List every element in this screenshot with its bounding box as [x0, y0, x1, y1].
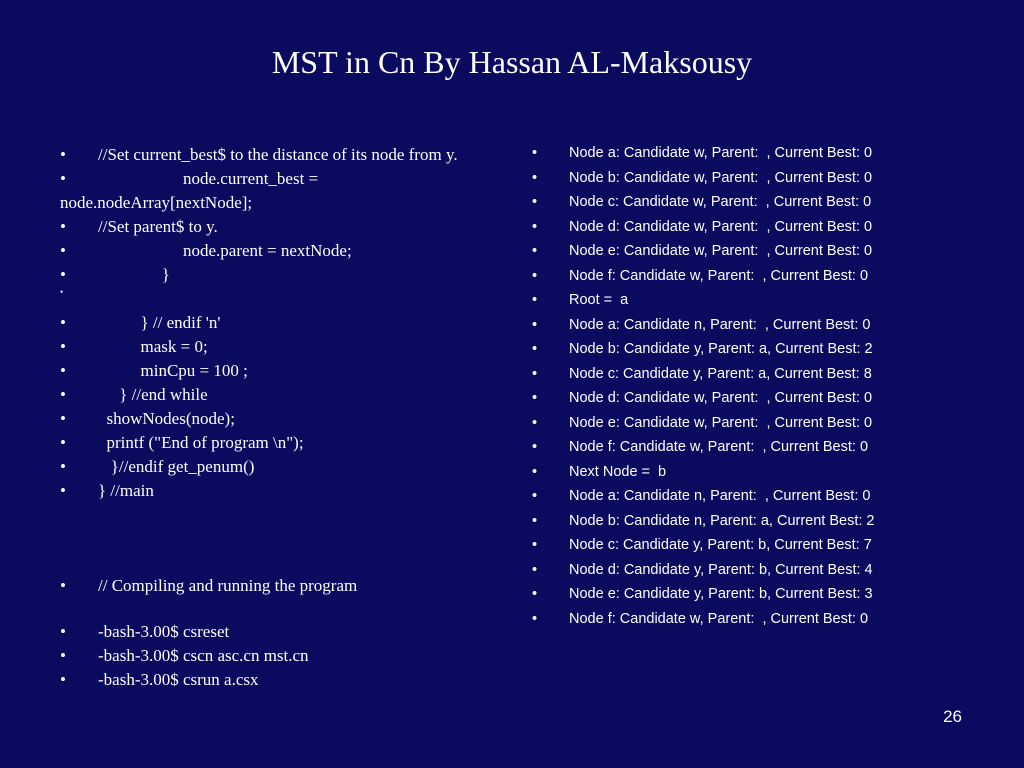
code-line-text: node.parent = nextNode;: [98, 241, 352, 260]
output-line: [530, 435, 1000, 460]
shell-command-text: -bash-3.00$ cscn asc.cn mst.cn: [98, 646, 309, 665]
output-line: [530, 288, 1000, 313]
page-number: 26: [943, 707, 962, 726]
code-line: [60, 479, 470, 503]
output-line-text: Node c: Candidate w, Parent: , Current Best: 0: [569, 194, 872, 210]
small-bullet-dot: [60, 287, 470, 311]
output-line-text: Node a: Candidate n, Parent: , Current Best: 0: [569, 316, 871, 333]
output-line: [530, 337, 1000, 362]
bullet-glyph: •: [532, 439, 538, 455]
bullet-glyph: •: [532, 267, 538, 284]
bullet-glyph: •: [532, 390, 538, 406]
output-line-text: Node f: Candidate w, Parent: , Current Best: 0: [569, 439, 869, 455]
bullet-glyph: •: [60, 241, 66, 260]
bullet-glyph: •: [532, 365, 538, 382]
bullet-glyph: •: [60, 217, 66, 236]
output-line: [530, 264, 1000, 289]
output-line-text: Node e: Candidate y, Parent: b, Current Best: 3: [569, 586, 873, 602]
output-line: [530, 411, 1000, 436]
output-line-text: Node b: Candidate w, Parent: , Current Best: 0: [569, 169, 873, 186]
bullet-glyph: •: [532, 537, 538, 553]
code-line-text: } //end while: [98, 385, 208, 404]
code-line: [60, 263, 470, 287]
bullet-glyph: •: [60, 337, 66, 356]
bullet-glyph: •: [60, 169, 66, 188]
bullet-glyph: •: [60, 622, 66, 641]
code-line: [60, 311, 470, 335]
code-line: [60, 143, 470, 167]
bullet-glyph: •: [532, 169, 538, 186]
program-output-list: [530, 141, 1000, 631]
output-line: [530, 484, 1000, 509]
bullet-glyph: •: [60, 433, 66, 452]
bullet-glyph: •: [532, 586, 538, 602]
bullet-glyph: •: [532, 561, 538, 578]
code-line-text: showNodes(node);: [98, 409, 235, 428]
comment-line: [60, 574, 470, 598]
code-line: [60, 239, 470, 263]
output-line: [530, 607, 1000, 632]
bullet-glyph: •: [532, 488, 538, 504]
code-line: [60, 431, 470, 455]
bullet-glyph: •: [532, 463, 538, 480]
bullet-glyph: •: [60, 313, 66, 332]
shell-command-line: [60, 644, 470, 668]
output-line: [530, 460, 1000, 485]
code-line: [60, 167, 470, 215]
bullet-glyph: •: [532, 316, 538, 333]
bullet-glyph: •: [60, 481, 66, 500]
code-listing: [60, 143, 470, 692]
bullet-glyph: •: [532, 610, 538, 627]
bullet-glyph: •: [60, 409, 66, 428]
output-line-text: Node f: Candidate w, Parent: , Current Best: 0: [569, 267, 869, 284]
code-line: [60, 359, 470, 383]
code-line-text: }: [98, 265, 170, 284]
bullet-glyph: •: [60, 145, 66, 164]
code-line-text: }//endif get_penum(): [98, 457, 255, 476]
bullet-glyph: •: [60, 646, 66, 665]
output-line-text: Node b: Candidate n, Parent: a, Current Best: 2: [569, 512, 875, 529]
output-line-text: Node d: Candidate w, Parent: , Current Best: 0: [569, 218, 873, 235]
bullet-glyph: •: [532, 194, 538, 210]
output-line-text: Node f: Candidate w, Parent: , Current Best: 0: [569, 610, 869, 627]
code-line: [60, 215, 470, 239]
output-line: [530, 313, 1000, 338]
output-line: [530, 362, 1000, 387]
shell-command-text: -bash-3.00$ csreset: [98, 622, 230, 641]
output-line: [530, 582, 1000, 607]
output-line: [530, 533, 1000, 558]
bullet-glyph: •: [60, 670, 66, 689]
bullet-glyph: •: [60, 385, 66, 404]
code-line: [60, 335, 470, 359]
output-line: [530, 386, 1000, 411]
output-line-text: Node a: Candidate w, Parent: , Current Best: 0: [569, 145, 873, 161]
output-line: [530, 558, 1000, 583]
code-line-text: mask = 0;: [98, 337, 208, 356]
bullet-glyph: •: [532, 218, 538, 235]
bullet-glyph: •: [532, 341, 538, 357]
code-line: [60, 407, 470, 431]
output-line: [530, 215, 1000, 240]
bullet-glyph: •: [532, 243, 538, 259]
compile-heading-group: [60, 574, 470, 598]
shell-commands-group: [60, 620, 470, 692]
spacer: [60, 503, 470, 574]
output-line-text: Node b: Candidate y, Parent: a, Current Best: 2: [569, 341, 873, 357]
output-line-text: Node e: Candidate w, Parent: , Current Best: 0: [569, 414, 873, 431]
code-line: [60, 383, 470, 407]
output-line-text: Node e: Candidate w, Parent: , Current Best: 0: [569, 243, 873, 259]
shell-command-line: [60, 668, 470, 692]
bullet-glyph: •: [60, 361, 66, 380]
code-line-text: minCpu = 100 ;: [98, 361, 248, 380]
code-group-b: [60, 311, 470, 503]
bullet-glyph: •: [60, 265, 66, 284]
output-line: [530, 239, 1000, 264]
output-line-text: Node d: Candidate w, Parent: , Current Best: 0: [569, 390, 873, 406]
bullet-glyph: •: [532, 292, 538, 308]
output-line-text: Node a: Candidate n, Parent: , Current Best: 0: [569, 488, 871, 504]
comment-line-text: // Compiling and running the program: [98, 576, 358, 595]
slide-title: MST in Cn By Hassan AL-Maksousy: [271, 44, 753, 80]
bullet-glyph: •: [532, 145, 538, 161]
code-line-text: //Set parent$ to y.: [98, 217, 218, 236]
bullet-glyph: •: [60, 576, 66, 595]
code-line: [60, 455, 470, 479]
output-line: [530, 190, 1000, 215]
output-line-text: Node d: Candidate y, Parent: b, Current Best: 4: [569, 561, 873, 578]
output-line: [530, 166, 1000, 191]
code-line-text: node.current_best = node.nodeArray[nextNode];: [60, 169, 323, 212]
output-line-text: Node c: Candidate y, Parent: b, Current Best: 7: [569, 537, 872, 553]
code-line-text: //Set current_best$ to the distance of its node from y.: [98, 145, 458, 164]
output-line-text: Next Node = b: [569, 463, 667, 480]
bullet-glyph: •: [532, 414, 538, 431]
output-line: [530, 141, 1000, 166]
code-group-a: [60, 143, 470, 287]
code-line-text: } //main: [98, 481, 154, 500]
bullet-glyph: •: [60, 457, 66, 476]
code-line-text: printf ("End of program \n");: [98, 433, 304, 452]
code-line-text: } // endif 'n': [98, 313, 221, 332]
output-line: [530, 509, 1000, 534]
bullet-glyph: •: [532, 512, 538, 529]
spacer: [60, 598, 470, 620]
output-line-text: Root = a: [569, 292, 629, 308]
small-dot-glyph: •: [60, 287, 64, 297]
output-line-text: Node c: Candidate y, Parent: a, Current Best: 8: [569, 365, 872, 382]
shell-command-text: -bash-3.00$ csrun a.csx: [98, 670, 259, 689]
shell-command-line: [60, 620, 470, 644]
